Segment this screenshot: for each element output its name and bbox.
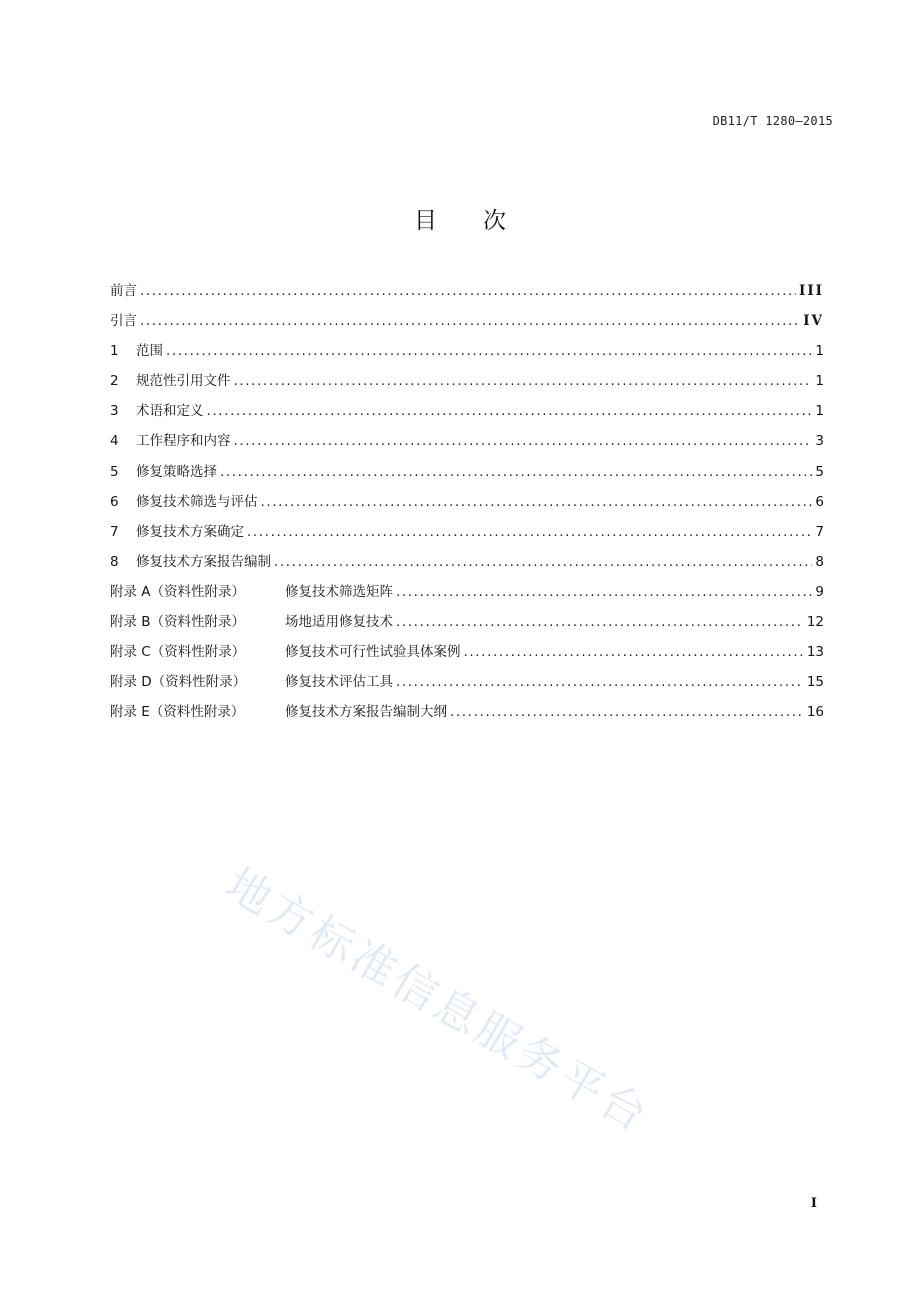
table-of-contents xyxy=(110,276,824,727)
toc-entry[interactable] xyxy=(110,457,824,487)
toc-entry-appendix-prefix: 附录 A（资料性附录） xyxy=(110,583,246,600)
toc-entry-number: 8 xyxy=(110,553,119,570)
toc-entry-page: III xyxy=(799,283,824,299)
toc-entry-label: 规范性引用文件 xyxy=(136,373,231,390)
page-title xyxy=(0,202,920,235)
toc-entry[interactable] xyxy=(110,426,824,456)
toc-entry[interactable] xyxy=(110,697,824,727)
toc-entry-page: 16 xyxy=(806,704,824,721)
toc-entry-number: 7 xyxy=(110,523,119,540)
toc-entry-label: 修复技术方案确定 xyxy=(136,523,244,540)
toc-entry-leader-dots xyxy=(396,577,812,607)
toc-entry-leader-dots xyxy=(274,547,812,577)
toc-entry-page: 1 xyxy=(815,403,824,420)
toc-entry-page: 6 xyxy=(815,493,824,510)
toc-entry-leader-dots xyxy=(464,637,804,667)
toc-entry-number: 4 xyxy=(110,433,119,450)
toc-entry-label: 工作程序和内容 xyxy=(136,433,231,450)
toc-entry-leader-dots xyxy=(207,396,813,426)
toc-entry[interactable] xyxy=(110,547,824,577)
toc-entry-page: 1 xyxy=(815,343,824,360)
toc-entry-appendix-prefix: 附录 D（资料性附录） xyxy=(110,674,247,691)
toc-entry-leader-dots xyxy=(140,306,800,336)
toc-entry[interactable] xyxy=(110,637,824,667)
toc-entry-leader-dots xyxy=(234,366,813,396)
toc-entry-label: 修复技术筛选与评估 xyxy=(136,493,258,510)
toc-entry-label: 场地适用修复技术 xyxy=(285,614,393,631)
toc-entry-label: 修复技术可行性试验具体案例 xyxy=(285,644,461,661)
toc-entry-page: 15 xyxy=(806,674,824,691)
toc-entry[interactable] xyxy=(110,517,824,547)
document-code: DB11/T 1280—2015 xyxy=(712,114,833,128)
toc-entry-number: 5 xyxy=(110,463,119,480)
toc-entry-number: 2 xyxy=(110,373,119,390)
toc-entry-leader-dots xyxy=(166,336,812,366)
watermark: 地方标准信息服务平台 xyxy=(217,858,659,1143)
toc-entry-page: 5 xyxy=(815,463,824,480)
toc-entry[interactable] xyxy=(110,336,824,366)
toc-entry-leader-dots xyxy=(234,426,813,456)
toc-entry-leader-dots xyxy=(247,517,812,547)
toc-entry-page: 1 xyxy=(815,373,824,390)
toc-entry-leader-dots xyxy=(396,607,804,637)
page-title-part1: 目 xyxy=(414,208,437,234)
page-title-part2: 次 xyxy=(483,208,506,234)
toc-entry-page: 3 xyxy=(815,433,824,450)
toc-entry-number: 6 xyxy=(110,493,119,510)
toc-entry-label: 修复技术方案报告编制大纲 xyxy=(285,704,447,721)
toc-entry-label: 修复技术方案报告编制 xyxy=(136,553,271,570)
toc-entry-leader-dots xyxy=(450,697,804,727)
toc-entry-page: IV xyxy=(803,313,824,330)
toc-entry[interactable] xyxy=(110,306,824,336)
toc-entry-label: 范围 xyxy=(136,343,163,360)
toc-entry-leader-dots xyxy=(396,667,804,697)
toc-entry-appendix-prefix: 附录 E（资料性附录） xyxy=(110,704,245,721)
toc-entry-appendix-prefix: 附录 B（资料性附录） xyxy=(110,614,246,631)
toc-entry-page: 12 xyxy=(806,614,824,631)
toc-entry-number: 3 xyxy=(110,403,119,420)
toc-entry-label: 术语和定义 xyxy=(136,403,204,420)
toc-entry-leader-dots xyxy=(220,457,812,487)
toc-entry-label: 修复技术评估工具 xyxy=(285,674,393,691)
toc-entry-page: 8 xyxy=(815,553,824,570)
toc-entry-label: 引言 xyxy=(110,313,137,330)
toc-entry-page: 13 xyxy=(806,644,824,661)
toc-entry[interactable] xyxy=(110,487,824,517)
toc-entry-label: 修复技术筛选矩阵 xyxy=(285,583,393,600)
toc-entry-label: 修复策略选择 xyxy=(136,463,217,480)
toc-entry-page: 7 xyxy=(815,523,824,540)
toc-entry[interactable] xyxy=(110,577,824,607)
toc-entry[interactable] xyxy=(110,366,824,396)
toc-entry-leader-dots xyxy=(140,276,796,306)
toc-entry-page: 9 xyxy=(815,583,824,600)
toc-entry-number: 1 xyxy=(110,343,119,360)
toc-entry-leader-dots xyxy=(261,487,813,517)
page-number: I xyxy=(810,1196,817,1211)
toc-entry-appendix-prefix: 附录 C（资料性附录） xyxy=(110,644,246,661)
toc-entry[interactable] xyxy=(110,667,824,697)
toc-entry[interactable] xyxy=(110,276,824,306)
toc-entry[interactable] xyxy=(110,607,824,637)
toc-entry-label: 前言 xyxy=(110,283,137,299)
toc-entry[interactable] xyxy=(110,396,824,426)
